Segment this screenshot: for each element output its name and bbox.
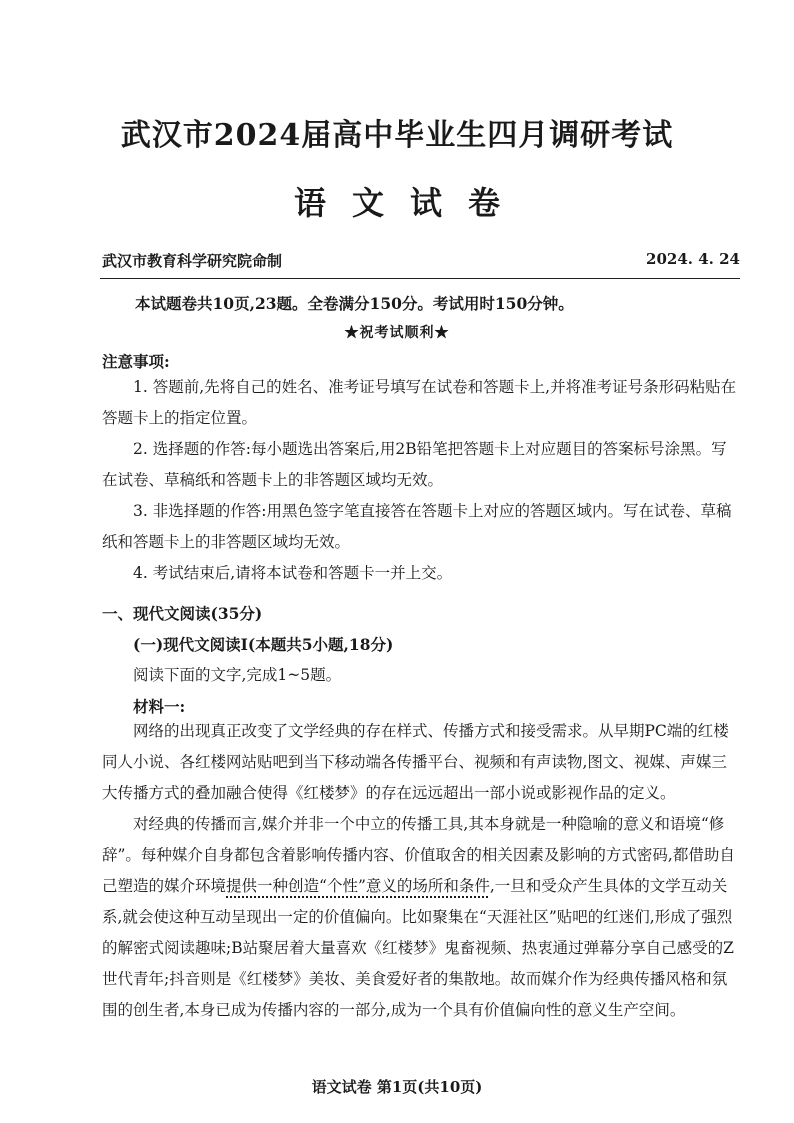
exam-date: 2024. 4. 24	[646, 250, 740, 268]
passage-paragraph-2	[102, 809, 742, 1026]
header-divider	[100, 278, 740, 279]
reading-passage	[102, 716, 742, 1026]
good-luck-banner: ★祝考试顺利★	[344, 325, 450, 341]
notice-item: 3. 非选择题的作答:用黑色签字笔直接答在答题卡上对应的答题区域内。写在试卷、草稿纸和答题卡上的非答题区域均无效。	[102, 502, 732, 551]
sub-section	[102, 629, 742, 722]
section-heading: 一、现代文阅读(35分)	[102, 604, 263, 623]
issuer-label: 武汉市教育科学研究院命制	[102, 252, 283, 270]
exam-subtitle: 语文试卷	[293, 184, 526, 222]
material-label: 材料一:	[133, 697, 186, 716]
notice-item: 4. 考试结束后,请将本试卷和答题卡一并上交。	[133, 564, 453, 582]
reading-instruction: 阅读下面的文字,完成1~5题。	[133, 666, 342, 684]
page-footer: 语文试卷 第1页(共10页)	[311, 1078, 483, 1096]
emphasized-phrase: 提供一种创造“个性”意义的场所和条件	[226, 877, 490, 895]
notice-item: 2. 选择题的作答:每小题选出答案后,用2B铅笔把答题卡上对应题目的答案标号涂黑。写在试卷、草稿纸和答题卡上的非答题区域均无效。	[102, 440, 727, 489]
exam-summary: 本试题卷共10页,23题。全卷满分150分。考试用时150分钟。	[135, 294, 574, 313]
notice-item: 1. 答题前,先将自己的姓名、准考证号填写在试卷和答题卡上,并将准考证号条形码粘贴在答题卡上的指定位置。	[102, 378, 737, 427]
passage-text: ,一旦和受众产生具体的文学互动关系,就会使这种互动呈现出一定的价值偏向。比如聚集在“天涯社区”贴吧的红迷们,形成了强烈的解密式阅读趣味;B站聚居着大量喜欢《红楼梦》鬼畜视频、热衷通过弹幕分享自己感受的Z世代青年;抖音则是《红楼梦》美妆、美食爱好者的集散地。故而媒介作为经典传播风格和氛围的创生者,本身已成为传播内容的一部分,成为一个具有价值偏向性的意义生产空间。	[102, 877, 734, 1019]
notice-list	[102, 372, 742, 589]
passage-text: 对经典的传播而言,媒介并非一个中立的传播工具,其本身就是一种隐喻的意义和语境“修辞”。每种媒介自身都包含着影响传播内容、价值取舍的相关因素及影响的方式密码,都借助自己塑造的媒介环境	[102, 815, 735, 895]
exam-title: 武汉市2024届高中毕业生四月调研考试	[120, 118, 674, 153]
meta-row	[102, 250, 740, 272]
passage-paragraph-1: 网络的出现真正改变了文学经典的存在样式、传播方式和接受需求。从早期PC端的红楼同人小说、各红楼网站贴吧到当下移动端各传播平台、视频和有声读物,图文、视媒、声媒三大传播方式的叠加融合使得《红楼梦》的存在远远超出一部小说或影视作品的定义。	[102, 722, 729, 802]
sub-section-heading: (一)现代文阅读Ⅰ(本题共5小题,18分)	[133, 635, 394, 654]
notice-heading: 注意事项:	[102, 352, 170, 371]
